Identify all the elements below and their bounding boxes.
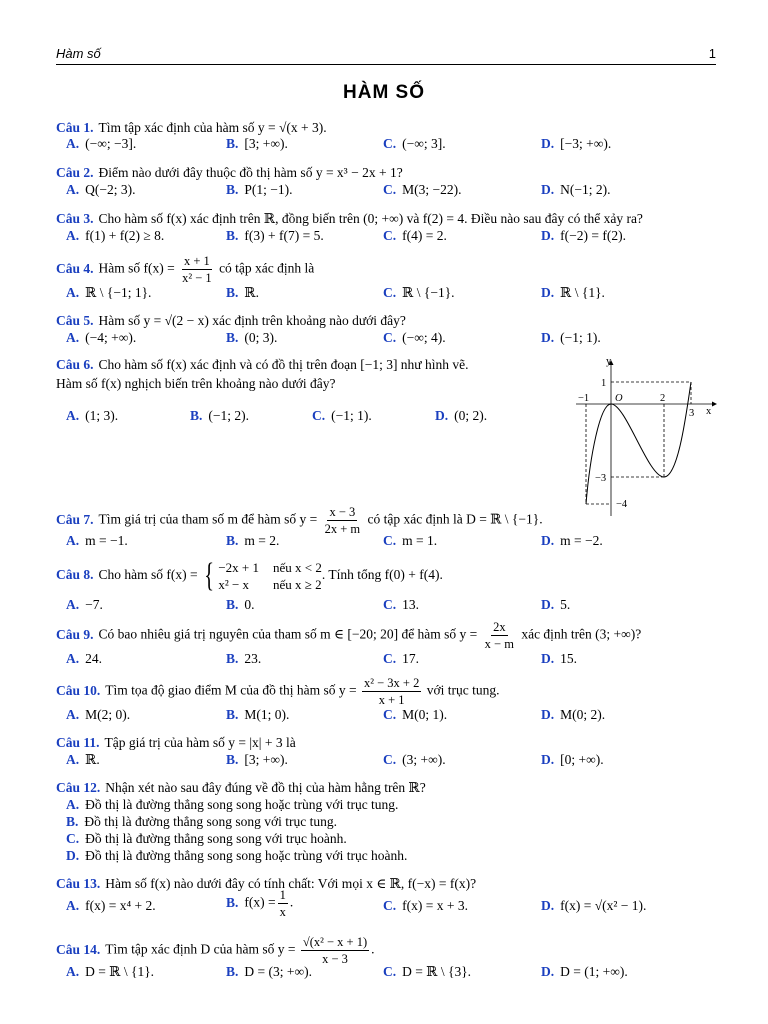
tick-label-x-minus-1: −1	[578, 393, 590, 404]
option-b[interactable]: B. P(1; −1).	[226, 182, 293, 197]
fraction: $\frac{\text{√(x² − x + 1)}}{x - 3}$	[302, 935, 368, 966]
question-number: Câu 3.	[56, 211, 94, 226]
question-number: Câu 1.	[56, 120, 94, 135]
option-d[interactable]: D. N(−1; 2).	[541, 182, 611, 197]
option-b[interactable]: B. f(x) = $\frac{1}{x}$ .	[226, 888, 294, 919]
option-d[interactable]: D. M(0; 2).	[541, 707, 606, 722]
option-b[interactable]: B. Đồ thị là đường thẳng song song với trục tung.	[66, 814, 337, 829]
option-a[interactable]: A. −7.	[66, 597, 103, 612]
option-b[interactable]: B. 0.	[226, 597, 255, 612]
option-c[interactable]: C. 17.	[383, 651, 419, 666]
option-c[interactable]: C. ℝ \ {−1}.	[383, 285, 455, 300]
question-number: Câu 9.	[56, 626, 94, 642]
question-4: Câu 4. Hàm số f(x) = $\frac{x + 1}{\text{x² − 1}}$ có tập xác định là	[56, 254, 315, 285]
page-number: 1	[708, 46, 716, 61]
function-graph	[570, 356, 720, 518]
question-text: Điểm nào dưới đây thuộc đồ thị hàm số y = x³ − 2x + 1?	[98, 165, 403, 180]
fraction: $\frac{\text{x² − 3x + 2}}{x + 1}$	[363, 676, 420, 707]
option-a[interactable]: A. M(2; 0).	[66, 707, 131, 722]
option-d[interactable]: D. ℝ \ {1}.	[541, 285, 605, 300]
option-a[interactable]: A. f(1) + f(2) ≥ 8.	[66, 228, 165, 243]
tick-label-y-minus-3: −3	[595, 473, 607, 484]
question-text: Cho hàm số f(x) xác định trên ℝ, đồng biến trên (0; +∞) và f(2) = 4. Điều nào sau đây có thể xảy ra?	[98, 211, 643, 226]
option-a[interactable]: A. Đồ thị là đường thẳng song song hoặc trùng với trục tung.	[66, 797, 399, 812]
question-8: Câu 8. Cho hàm số f(x) = { −2x + 1 nếu x < 2 x² − x nếu x ≥ 2 . Tính tổng f(0) + f(4).	[56, 557, 443, 594]
left-brace: {	[204, 557, 215, 594]
option-c[interactable]: C. Đồ thị là đường thẳng song song với trục hoành.	[66, 831, 347, 846]
question-3	[56, 210, 716, 227]
option-c[interactable]: C. (3; +∞).	[383, 752, 446, 767]
question-number: Câu 8.	[56, 567, 94, 583]
option-d[interactable]: D. (−1; 1).	[541, 330, 601, 345]
option-a[interactable]: A. ℝ.	[66, 752, 100, 767]
x-axis-arrow-icon	[712, 402, 717, 407]
fraction: $\frac{2x}{x - m}$	[484, 620, 514, 651]
option-b[interactable]: B. (0; 3).	[226, 330, 278, 345]
option-b[interactable]: B. 23.	[226, 651, 262, 666]
piecewise-definition: { −2x + 1 nếu x < 2 x² − x nếu x ≥ 2	[204, 557, 322, 594]
question-6-line2: Hàm số f(x) nghịch biến trên khoảng nào dưới đây?	[56, 376, 336, 391]
option-d[interactable]: D. Đồ thị là đường thẳng song song hoặc trùng với trục hoành.	[66, 848, 408, 863]
question-1	[56, 119, 716, 136]
option-a[interactable]: A. (1; 3).	[66, 408, 119, 423]
origin-label: O	[615, 393, 623, 404]
function-curve	[586, 382, 691, 504]
option-b[interactable]: B. m = 2.	[226, 533, 280, 548]
tick-label-y-minus-4: −4	[616, 499, 628, 510]
option-b[interactable]: B. [3; +∞).	[226, 136, 288, 151]
y-axis-label: y	[606, 356, 612, 367]
running-header-title: Hàm số	[56, 46, 101, 61]
option-d[interactable]: D. D = (1; +∞).	[541, 964, 628, 979]
option-c[interactable]: C. f(4) = 2.	[383, 228, 447, 243]
option-d[interactable]: D. (0; 2).	[435, 408, 488, 423]
option-c[interactable]: C. M(3; −22).	[383, 182, 462, 197]
option-d[interactable]: D. [−3; +∞).	[541, 136, 612, 151]
option-c[interactable]: C. (−∞; 4).	[383, 330, 446, 345]
question-6	[56, 356, 556, 373]
question-13	[56, 875, 716, 892]
question-number: Câu 10.	[56, 682, 101, 698]
option-a[interactable]: A. Q(−2; 3).	[66, 182, 136, 197]
option-b[interactable]: B. f(3) + f(7) = 5.	[226, 228, 324, 243]
question-text: Nhận xét nào sau đây đúng về đồ thị của hàm hằng trên ℝ?	[105, 780, 426, 795]
option-a[interactable]: A. (−4; +∞).	[66, 330, 137, 345]
option-d[interactable]: D. f(x) = √(x² − 1).	[541, 898, 647, 913]
option-a[interactable]: A. m = −1.	[66, 533, 128, 548]
question-text: Hàm số y = √(2 − x) xác định trên khoảng nào dưới đây?	[98, 313, 406, 328]
question-number: Câu 7.	[56, 511, 94, 527]
question-text: Tập giá trị của hàm số y = |x| + 3 là	[104, 735, 296, 750]
question-2	[56, 164, 716, 181]
question-text: Cho hàm số f(x) xác định và có đồ thị trên đoạn [−1; 3] như hình vẽ.	[98, 357, 469, 372]
question-12	[56, 779, 716, 796]
question-5	[56, 312, 716, 329]
question-number: Câu 14.	[56, 941, 101, 957]
option-b[interactable]: B. D = (3; +∞).	[226, 964, 312, 979]
question-number: Câu 6.	[56, 357, 94, 372]
option-b[interactable]: B. ℝ.	[226, 285, 259, 300]
question-text: Hàm số f(x) nào dưới đây có tính chất: Với mọi x ∈ ℝ, f(−x) = f(x)?	[105, 876, 477, 891]
tick-label-x-2: 2	[660, 393, 666, 404]
question-number: Câu 5.	[56, 313, 94, 328]
option-d[interactable]: D. [0; +∞).	[541, 752, 604, 767]
option-a[interactable]: A. f(x) = x⁴ + 2.	[66, 898, 156, 913]
question-10: Câu 10. Tìm tọa độ giao điểm M của đồ thị hàm số y = $\frac{\text{x² − 3x + 2}}{x + 1}$ với trục tung.	[56, 676, 500, 707]
option-c[interactable]: C. (−∞; 3].	[383, 136, 446, 151]
question-text: Tìm tập xác định của hàm số y = √(x + 3).	[98, 120, 327, 135]
question-number: Câu 13.	[56, 876, 101, 891]
option-c[interactable]: C. f(x) = x + 3.	[383, 898, 468, 913]
option-b[interactable]: B. [3; +∞).	[226, 752, 288, 767]
option-a[interactable]: A. ℝ \ {−1; 1}.	[66, 285, 152, 300]
x-axis-label: x	[706, 406, 712, 417]
question-number: Câu 2.	[56, 165, 94, 180]
option-b[interactable]: B. M(1; 0).	[226, 707, 290, 722]
document-title: HÀM SỐ	[343, 82, 425, 103]
option-c[interactable]: C. 13.	[383, 597, 419, 612]
tick-label-y-1: 1	[601, 378, 607, 389]
question-9: Câu 9. Có bao nhiêu giá trị nguyên của tham số m ∈ [−20; 20] để hàm số y = $\frac{2x}{x - m}$ xác định trên (3; +∞)?	[56, 620, 642, 651]
option-d[interactable]: D. 15.	[541, 651, 577, 666]
question-14: Câu 14. Tìm tập xác định D của hàm số y = $\frac{\text{√(x² − x + 1)}}{x - 3}$ .	[56, 935, 375, 966]
option-d[interactable]: D. f(−2) = f(2).	[541, 228, 626, 243]
option-d[interactable]: D. m = −2.	[541, 533, 603, 548]
option-a[interactable]: A. (−∞; −3].	[66, 136, 137, 151]
option-a[interactable]: A. 24.	[66, 651, 102, 666]
option-a[interactable]: A. D = ℝ \ {1}.	[66, 964, 155, 979]
option-d[interactable]: D. 5.	[541, 597, 571, 612]
option-c[interactable]: C. m = 1.	[383, 533, 438, 548]
question-number: Câu 11.	[56, 735, 100, 750]
question-7: Câu 7. Tìm giá trị của tham số m để hàm số y = $\frac{x - 3}{2x + m}$ có tập xác định là D = ℝ \ {−1}.	[56, 505, 543, 536]
question-number: Câu 12.	[56, 780, 101, 795]
option-c[interactable]: C. M(0; 1).	[383, 707, 448, 722]
option-b[interactable]: B. (−1; 2).	[190, 408, 249, 423]
question-number: Câu 4.	[56, 260, 94, 276]
option-c[interactable]: C. (−1; 1).	[312, 408, 372, 423]
fraction: $\frac{x + 1}{\text{x² − 1}}$	[182, 254, 212, 285]
fraction: $\frac{x - 3}{2x + m}$	[324, 505, 361, 536]
tick-label-x-3: 3	[689, 408, 695, 419]
header-rule	[56, 64, 716, 65]
option-c[interactable]: C. D = ℝ \ {3}.	[383, 964, 472, 979]
question-11	[56, 734, 716, 751]
